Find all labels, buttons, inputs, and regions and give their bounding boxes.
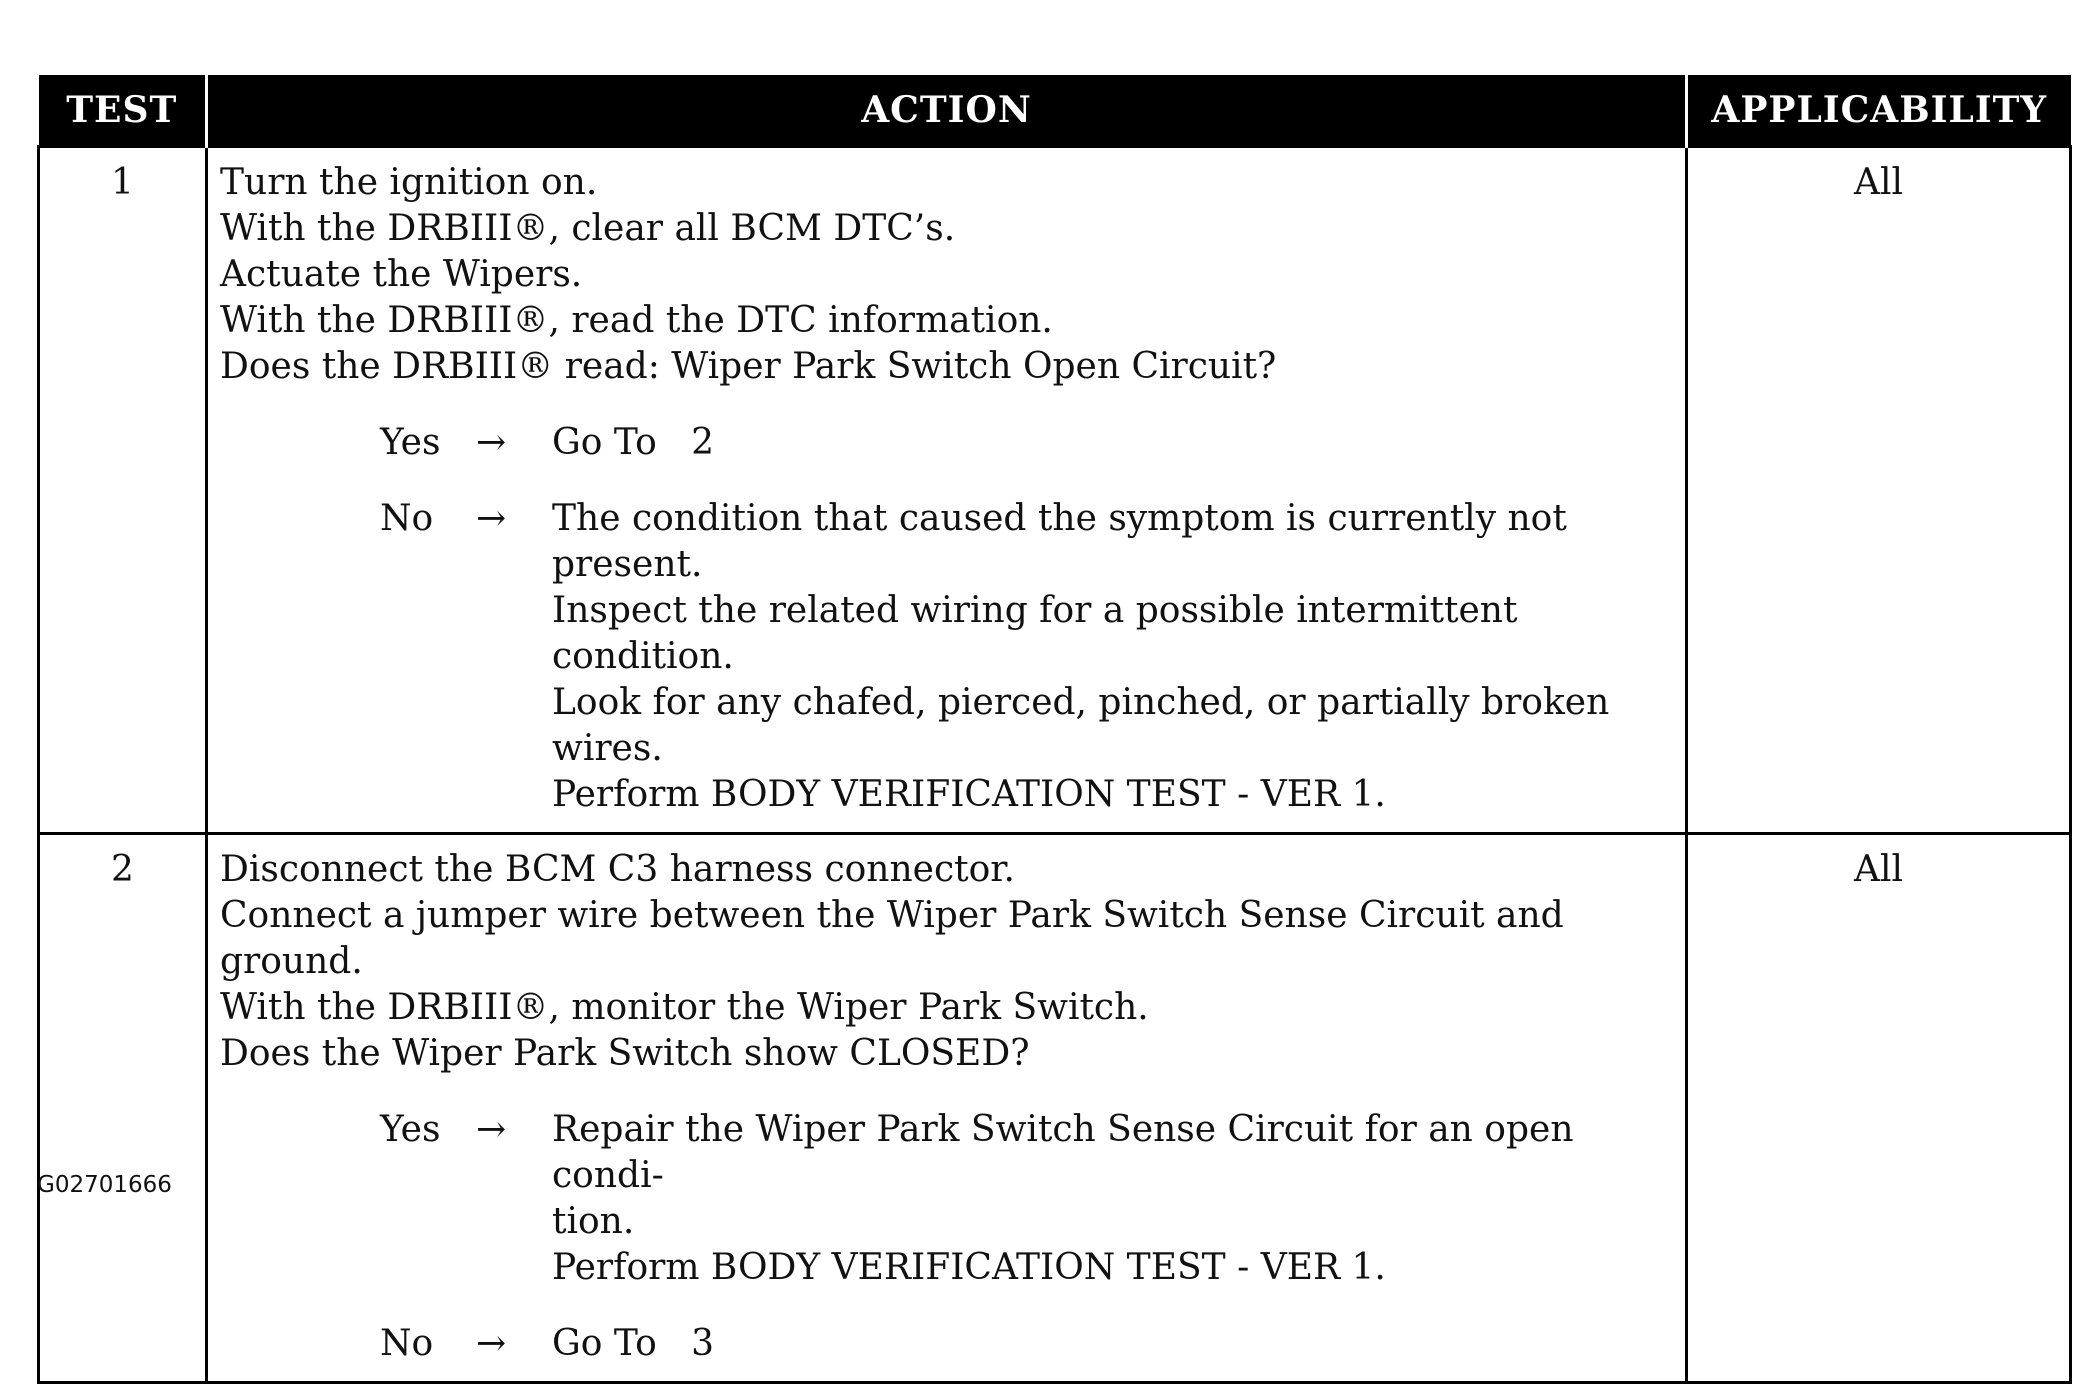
header-row bbox=[39, 75, 2071, 147]
no-result bbox=[220, 496, 1675, 818]
outcome-line: Go To 3 bbox=[552, 1323, 714, 1364]
applicability-value: All bbox=[1687, 834, 2071, 1383]
header-action: ACTION bbox=[207, 75, 1687, 147]
arrow-right-icon: → bbox=[476, 1109, 507, 1150]
outcome-line: Perform BODY VERIFICATION TEST - VER 1. bbox=[552, 1247, 1386, 1288]
applicability-value: All bbox=[1687, 147, 2071, 834]
test-row-1 bbox=[39, 147, 2071, 834]
outcome-line: tion. bbox=[552, 1201, 635, 1242]
action-step: With the DRBIII®, read the DTC information. bbox=[220, 300, 1053, 341]
action-question: Does the Wiper Park Switch show CLOSED? bbox=[220, 1033, 1030, 1074]
yes-label: Yes bbox=[380, 1109, 441, 1150]
test-row-2 bbox=[39, 834, 2071, 1383]
yes-result bbox=[220, 1107, 1675, 1291]
diagnostic-test-table bbox=[37, 75, 2072, 1384]
action-step: With the DRBIII®, clear all BCM DTC’s. bbox=[220, 208, 956, 249]
arrow-right-icon: → bbox=[476, 422, 507, 463]
no-outcome bbox=[552, 496, 1675, 818]
no-outcome bbox=[552, 1321, 1675, 1367]
outcome-line: Perform BODY VERIFICATION TEST - VER 1. bbox=[552, 774, 1386, 815]
no-result bbox=[220, 1321, 1675, 1367]
yes-label: Yes bbox=[380, 422, 441, 463]
action-step: Turn the ignition on. bbox=[220, 162, 598, 203]
no-label: No bbox=[380, 1323, 434, 1364]
arrow-right-icon: → bbox=[476, 1323, 507, 1364]
outcome-line: Repair the Wiper Park Switch Sense Circuit for an open condi- bbox=[552, 1109, 1574, 1196]
outcome-line: Go To 2 bbox=[552, 422, 714, 463]
outcome-line: The condition that caused the symptom is currently not present. bbox=[552, 498, 1567, 585]
action-step: Disconnect the BCM C3 harness connector. bbox=[220, 849, 1015, 890]
action-step: With the DRBIII®, monitor the Wiper Park Switch. bbox=[220, 987, 1149, 1028]
action-cell bbox=[207, 147, 1687, 834]
action-step: Connect a jumper wire between the Wiper Park Switch Sense Circuit and ground. bbox=[220, 895, 1564, 982]
header-applicability: APPLICABILITY bbox=[1687, 75, 2071, 147]
no-label: No bbox=[380, 498, 434, 539]
action-cell bbox=[207, 834, 1687, 1383]
figure-id: G02701666 bbox=[37, 1172, 172, 1198]
test-number: 1 bbox=[39, 147, 207, 834]
header-test: TEST bbox=[39, 75, 207, 147]
action-step: Actuate the Wipers. bbox=[220, 254, 583, 295]
test-number: 2 bbox=[39, 834, 207, 1383]
yes-result bbox=[220, 420, 1675, 466]
arrow-right-icon: → bbox=[476, 498, 507, 539]
outcome-line: Look for any chafed, pierced, pinched, or partially broken wires. bbox=[552, 682, 1610, 769]
outcome-line: Inspect the related wiring for a possible intermittent condition. bbox=[552, 590, 1518, 677]
yes-outcome bbox=[552, 1107, 1675, 1291]
action-question: Does the DRBIII® read: Wiper Park Switch Open Circuit? bbox=[220, 346, 1277, 387]
yes-outcome bbox=[552, 420, 1675, 466]
